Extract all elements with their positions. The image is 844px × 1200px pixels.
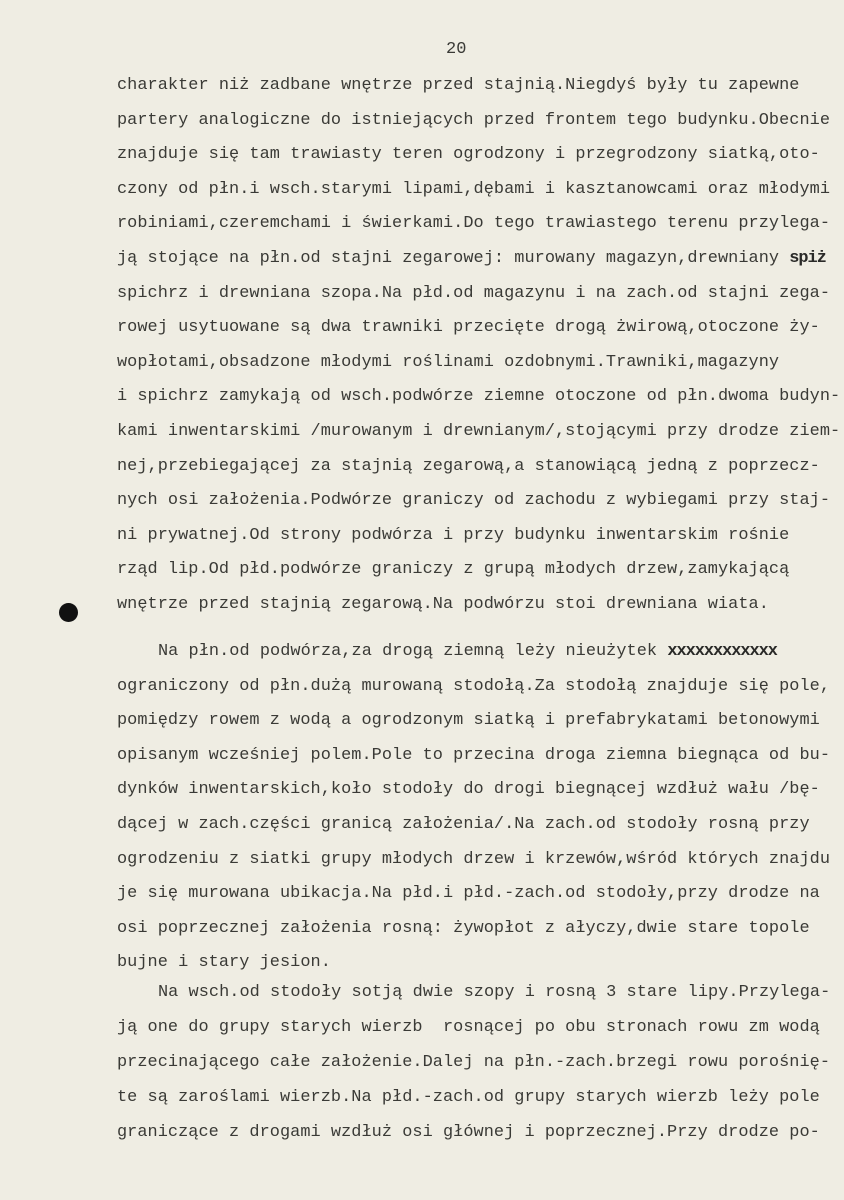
punch-hole (59, 603, 78, 622)
line-text: te są zaroślami wierzb.Na płd.-zach.od grupy starych wierzb leży pole (117, 1088, 820, 1107)
line-text: Na wsch.od stodoły sotją dwie szopy i rosną 3 stare lipy.Przylega- (158, 983, 831, 1002)
text-line (117, 780, 820, 800)
text-line (117, 850, 830, 870)
line-text: ją one do grupy starych wierzb rosnącej po obu stronach rowu zm wodą (117, 1018, 820, 1037)
text-line (117, 422, 840, 442)
text-line (117, 111, 830, 131)
text-line (117, 919, 810, 939)
line-text: nej,przebiegającej za stajnią zegarową,a stanowiącą jedną z poprzecz- (117, 456, 820, 476)
line-text: wnętrze przed stajnią zegarową.Na podwórzu stoi drewniana wiata. (117, 595, 769, 614)
line-text: czony od płn.i wsch.starymi lipami,dębami i kasztanowcami oraz młodymi (117, 179, 831, 199)
text-line (117, 387, 840, 407)
line-text: ograniczony od płn.dużą murowaną stodołą.Za stodołą znajduje się pole, (117, 676, 831, 696)
text-line (117, 1123, 820, 1143)
line-text: Na płn.od podwórza,za drogą ziemną leży nieużytek (158, 642, 668, 661)
line-text: robiniami,czeremchami i świerkami.Do tego trawiastego terenu przylega- (117, 214, 831, 234)
struck-out-text: spiż (789, 249, 826, 268)
text-line (117, 560, 789, 580)
line-text: graniczące z drogami wzdłuż osi głównej i poprzecznej.Przy drodze po- (117, 1123, 820, 1142)
line-text: je się murowana ubikacja.Na płd.i płd.-zach.od stodoły,przy drodze na (117, 884, 820, 904)
line-text: osi poprzecznej założenia rosną: żywopłot z ałyczy,dwie stare topole (117, 918, 810, 938)
line-text: bujne i stary jesion. (117, 953, 331, 973)
text-line (117, 284, 830, 304)
line-text: charakter niż zadbane wnętrze przed stajnią.Niegdyś były tu zapewne (117, 76, 800, 95)
line-text: opisanym wcześniej polem.Pole to przecina droga ziemna biegnąca od bu- (117, 745, 831, 765)
line-text: znajduje się tam trawiasty teren ogrodzony i przegrodzony siatką,oto- (117, 145, 820, 165)
line-text: nych osi założenia.Podwórze graniczy od zachodu z wybiegami przy staj- (117, 491, 831, 511)
line-text: ją stojące na płn.od stajni zegarowej: murowany magazyn,drewniany (117, 249, 790, 268)
text-line (117, 884, 820, 904)
text-line (158, 983, 830, 1003)
text-line (117, 953, 331, 973)
text-line (158, 642, 777, 662)
text-line (117, 526, 789, 546)
line-text: pomiędzy rowem z wodą a ogrodzonym siatką i prefabrykatami betonowymi (117, 711, 820, 731)
text-line (117, 145, 820, 165)
text-line (117, 1053, 830, 1073)
page-number: 20 (446, 40, 467, 59)
line-text: kami inwentarskimi /murowanym i drewnianym/,stojącymi przy drodze ziem- (117, 422, 841, 441)
text-line (117, 318, 820, 338)
text-line (117, 595, 769, 615)
line-text: wopłotami,obsadzone młodymi roślinami ozdobnymi.Trawniki,magazyny (117, 352, 780, 372)
text-line (117, 746, 830, 766)
line-text: ni prywatnej.Od strony podwórza i przy budynku inwentarskim rośnie (117, 525, 790, 545)
line-text: spichrz i drewniana szopa.Na płd.od magazynu i na zach.od stajni zega- (117, 283, 831, 303)
text-line (117, 76, 799, 96)
line-text: i spichrz zamykają od wsch.podwórze ziemne otoczone od płn.dwoma budyn- (117, 387, 841, 407)
text-line (117, 353, 779, 373)
text-line (117, 214, 830, 234)
text-line (117, 1088, 820, 1108)
line-text: ogrodzeniu z siatki grupy młodych drzew i krzewów,wśród których znajdu (117, 849, 831, 869)
line-text: rząd lip.Od płd.podwórze graniczy z grupą młodych drzew,zamykającą (117, 560, 790, 580)
line-text: rowej usytuowane są dwa trawniki przecięte drogą żwirową,otoczone ży- (117, 318, 820, 338)
text-line (117, 711, 820, 731)
struck-out-text: xxxxxxxxxxxx (667, 642, 777, 661)
text-line (117, 249, 826, 269)
text-line (117, 677, 830, 697)
text-line (117, 457, 820, 477)
text-line (117, 1018, 820, 1038)
line-text: dynków inwentarskich,koło stodoły do drogi biegnącej wzdłuż wału /bę- (117, 780, 820, 800)
line-text: przecinającego całe założenie.Dalej na płn.-zach.brzegi rowu porośnię- (117, 1053, 831, 1072)
text-line (117, 491, 830, 511)
line-text: partery analogiczne do istniejących przed frontem tego budynku.Obecnie (117, 110, 831, 130)
text-line (117, 180, 830, 200)
text-line (117, 815, 810, 835)
line-text: dącej w zach.części granicą założenia/.Na zach.od stodoły rosną przy (117, 815, 810, 834)
